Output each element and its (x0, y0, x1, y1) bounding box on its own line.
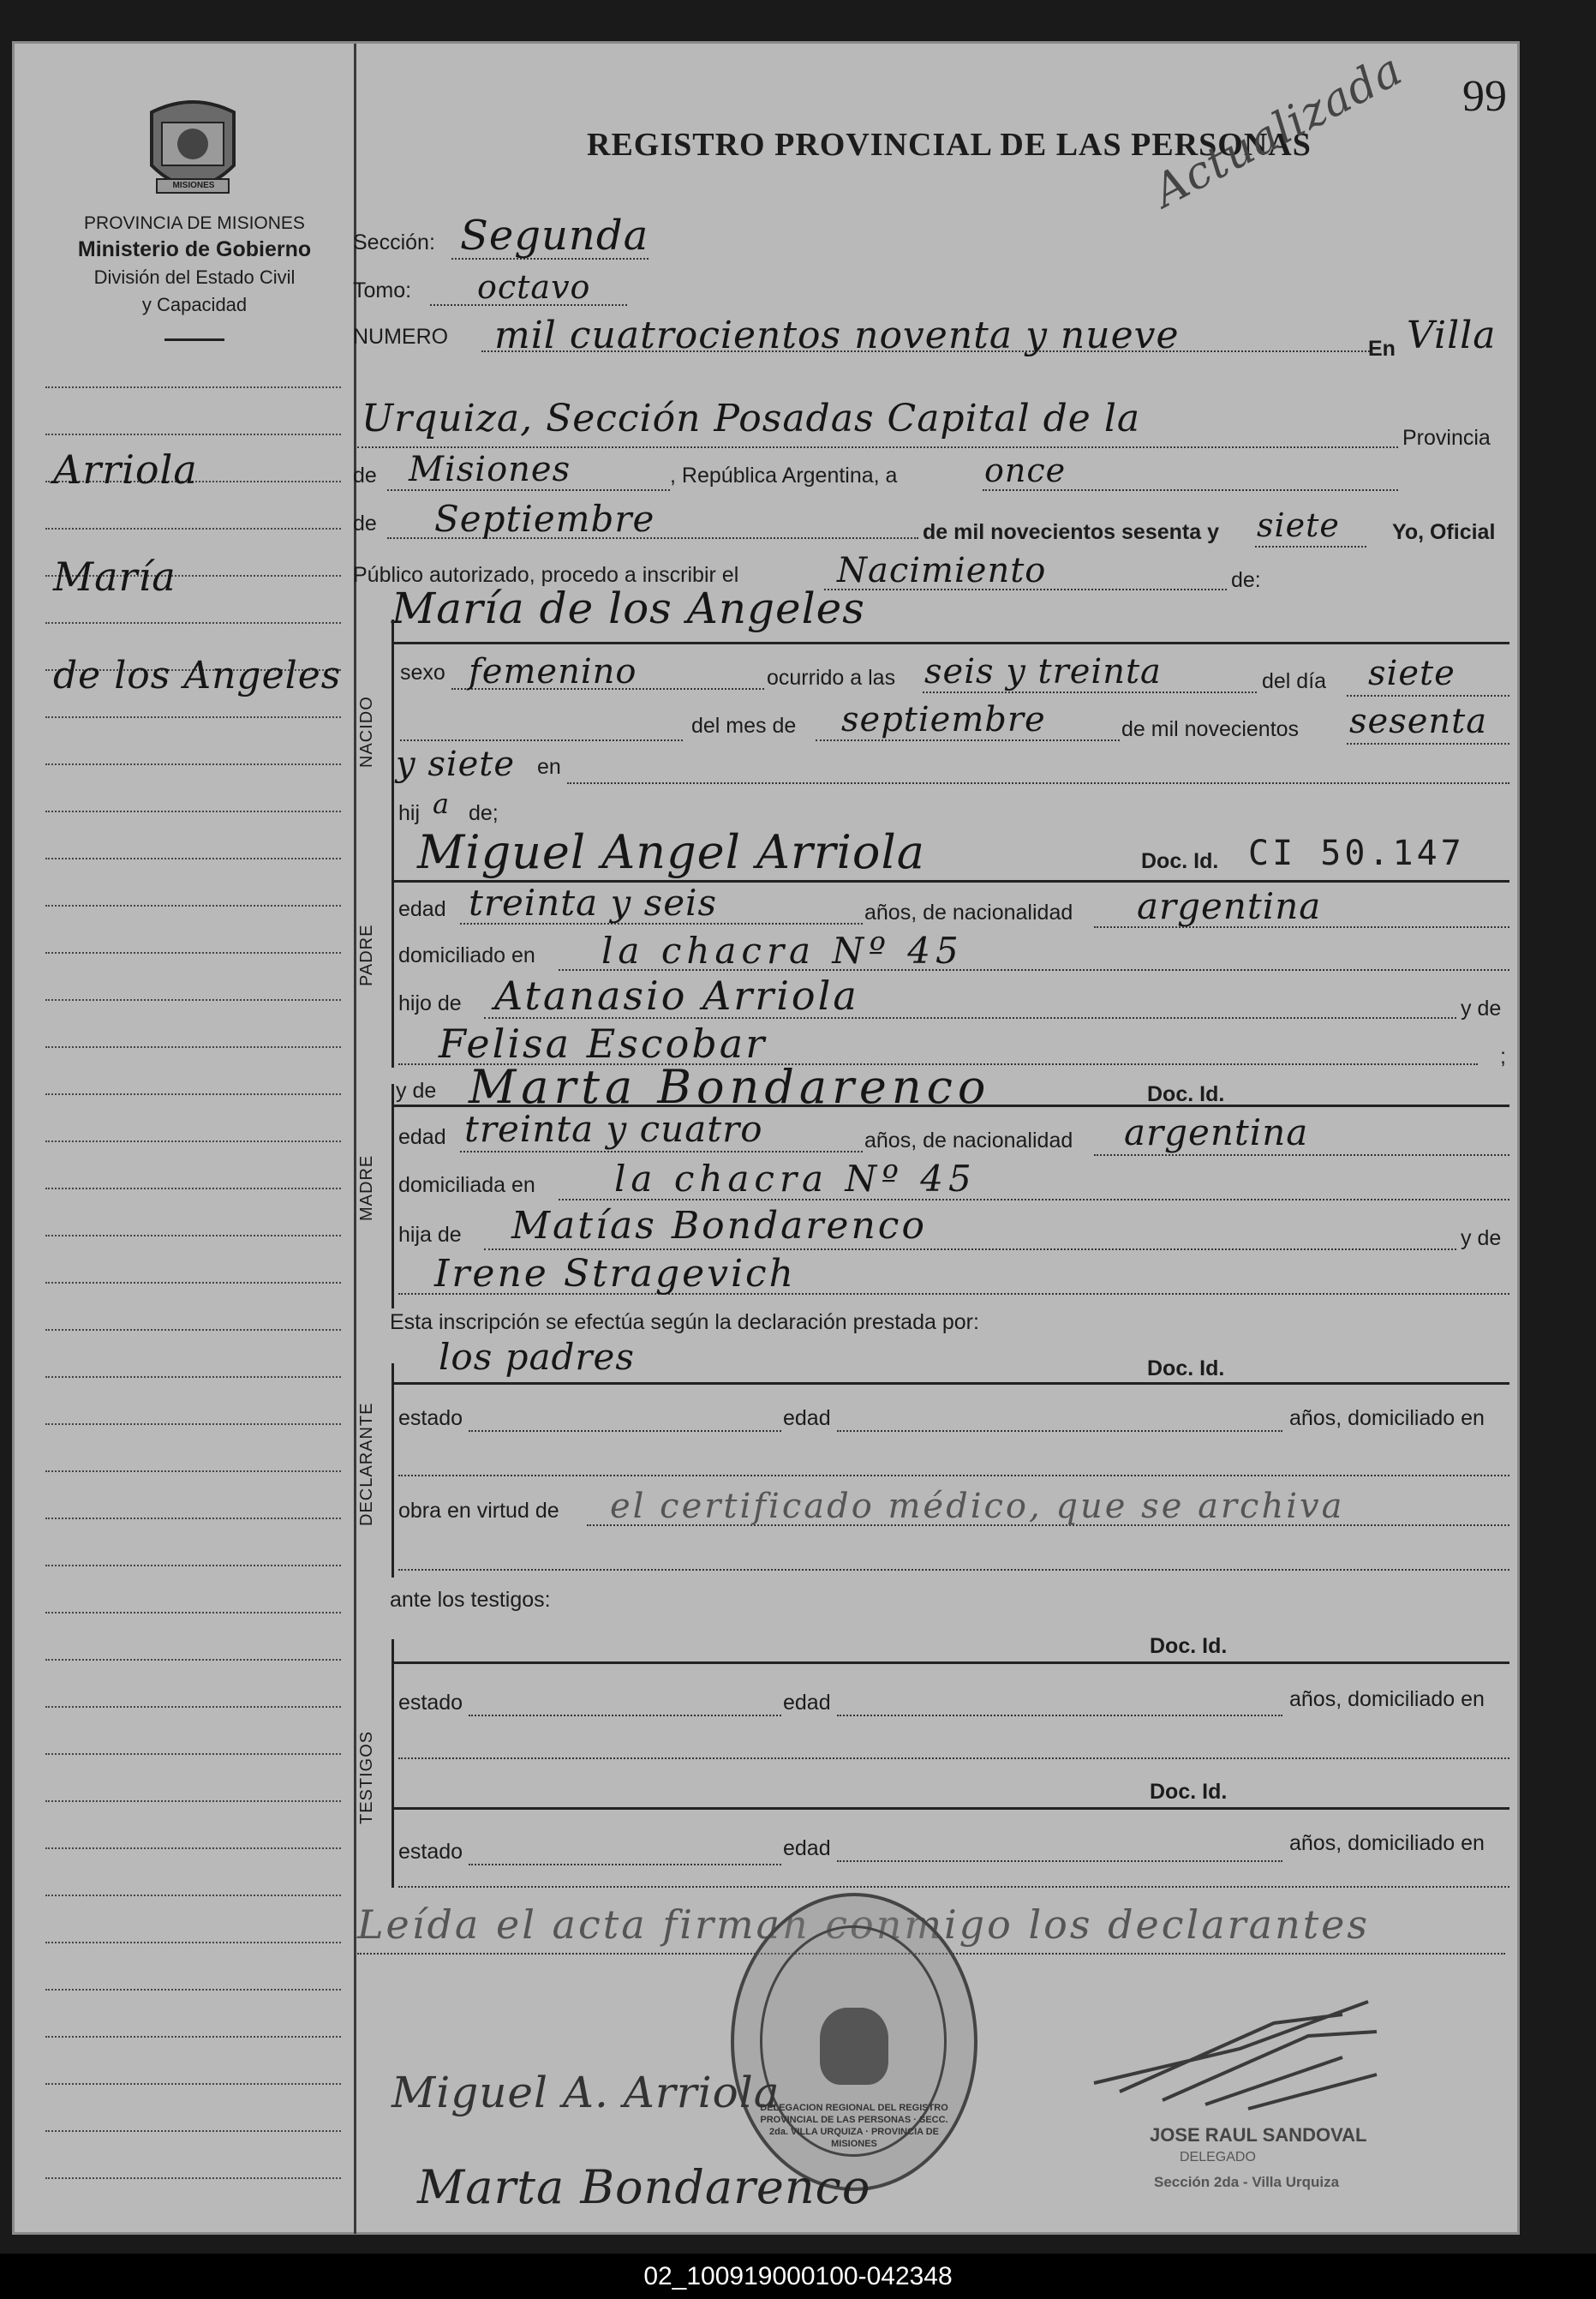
label-hijo-de: hijo de (398, 991, 462, 1015)
value-madre-madre: Irene Stragevich (434, 1252, 797, 1296)
margin-ruled-line (45, 1423, 341, 1425)
value-madre-nombre: Marta Bondarenco (469, 1060, 991, 1114)
line-anio-nac (1347, 743, 1509, 745)
line-blank-1 (400, 739, 683, 741)
margin-ruled-line (45, 1518, 341, 1519)
image-id-footer: 02_100919000100-042348 (0, 2254, 1596, 2299)
margin-ruled-line (45, 1706, 341, 1708)
margin-ruled-line (45, 1895, 341, 1896)
value-padre-dom: la chacra Nº 45 (601, 930, 964, 972)
value-padre-nac: argentina (1137, 885, 1322, 927)
line-madre-padre (484, 1248, 1456, 1250)
margin-ruled-line (45, 1282, 341, 1284)
label-madre-edad: edad (398, 1125, 446, 1149)
line-provincia (387, 489, 670, 491)
margin-ruled-line (45, 1847, 341, 1849)
margin-ruled-line (45, 1376, 341, 1378)
label-de-mil-2: de mil novecientos (1121, 717, 1300, 741)
value-nombre: María de los Angeles (392, 584, 865, 633)
page-number: 99 (1462, 72, 1507, 121)
value-padre-padre: Atanasio Arriola (494, 973, 859, 1019)
margin-given-name-2: de los Angeles (53, 654, 342, 697)
agency-division-2: y Capacidad (141, 294, 248, 315)
margin-ruled-line (45, 1659, 341, 1661)
value-lugar-2: Urquiza, Sección Posadas Capital de la (362, 397, 1141, 440)
label-seccion: Sección: (353, 230, 435, 254)
line-lugar (357, 446, 1398, 448)
line-testigo1 (392, 1661, 1509, 1664)
label-padre-edad: edad (398, 897, 446, 921)
label-padre-nac: años, de nacionalidad (864, 901, 1073, 925)
line-anio (1255, 546, 1366, 548)
value-anio: siete (1257, 506, 1340, 544)
line-madre-edad (460, 1151, 863, 1152)
value-leida: Leída el acta firman conmigo los declarantes (357, 1901, 1371, 1948)
label-en-2: en (537, 755, 561, 779)
value-tomo: octavo (477, 268, 591, 306)
margin-ruled-line (45, 1046, 341, 1048)
bracket-testigos (392, 1639, 394, 1888)
value-madre-nac: argentina (1124, 1111, 1309, 1153)
label-declarante-doc: Doc. Id. (1147, 1356, 1225, 1380)
label-madre-nac: años, de nacionalidad (864, 1129, 1073, 1152)
margin-ruled-line (45, 716, 341, 718)
value-anio-nac-2: y siete (396, 745, 516, 784)
label-padre-doc: Doc. Id. (1141, 849, 1219, 873)
label-de-1: de (353, 464, 377, 488)
label-testigo1-doc: Doc. Id. (1150, 1634, 1228, 1658)
line-hora (923, 691, 1257, 693)
label-en: En (1368, 337, 1396, 361)
value-dia-nac: siete (1368, 654, 1456, 693)
margin-ruled-line (45, 1329, 341, 1331)
label-testigo1-edad: edad (783, 1691, 831, 1715)
bracket-nacido (392, 620, 394, 855)
margin-ruled-line (45, 1753, 341, 1755)
margin-ruled-line (45, 1800, 341, 1802)
margin-ruled-line (45, 528, 341, 530)
label-testigo2-doc: Doc. Id. (1150, 1780, 1228, 1804)
label-madre-dom: domiciliada en (398, 1173, 535, 1197)
label-ocurrido: ocurrido a las (767, 666, 896, 690)
line-testigo2-estado (469, 1864, 781, 1865)
line-madre-nombre (392, 1105, 1509, 1107)
value-acto: Nacimiento (837, 551, 1047, 590)
margin-surname: Arriola (53, 446, 198, 493)
margin-ruled-line (45, 1942, 341, 1943)
label-sexo: sexo (400, 661, 445, 685)
margin-ruled-line (45, 1188, 341, 1189)
section-padre: PADRE (357, 924, 376, 986)
margin-ruled-line (45, 1989, 341, 1991)
label-yo-oficial: Yo, Oficial (1392, 520, 1496, 544)
line-testigo2-edad (837, 1860, 1282, 1862)
margin-ruled-line (45, 1141, 341, 1142)
label-numero: NUMERO (353, 325, 449, 349)
line-madre-nac (1094, 1154, 1509, 1156)
value-mes-nac: septiembre (841, 700, 1046, 739)
value-padre-madre: Felisa Escobar (439, 1021, 768, 1067)
value-anio-nac: sesenta (1349, 702, 1488, 741)
label-inscripcion: Esta inscripción se efectúa según la declaración prestada por: (390, 1310, 979, 1334)
line-obra-2 (398, 1569, 1509, 1571)
agency-rule (164, 338, 224, 341)
label-ante: ante los testigos: (390, 1588, 551, 1612)
label-testigo2-dom: años, domiciliado en (1289, 1831, 1485, 1855)
value-seccion: Segunda (460, 212, 649, 260)
margin-given-name-1: María (53, 554, 176, 600)
label-hija-de: hija de (398, 1223, 462, 1247)
value-madre-edad: treinta y cuatro (464, 1108, 763, 1150)
seal-text: DELEGACION REGIONAL DEL REGISTRO PROVINCIAL DE LAS PERSONAS · SECC. 2da. VILLA URQUIZA · PROVINCIA DE MISIONES (760, 2103, 948, 2149)
label-publico: Público autorizado, procedo a inscribir el (353, 563, 739, 587)
label-declarante-estado: estado (398, 1406, 463, 1430)
label-y-de-1: y de (1461, 997, 1502, 1021)
line-testigo2-dom (398, 1886, 1509, 1888)
label-del-dia: del día (1262, 669, 1327, 693)
margin-ruled-line (45, 1612, 341, 1613)
margin-ruled-line (45, 2177, 341, 2179)
margin-ruled-line (45, 999, 341, 1001)
label-testigo2-estado: estado (398, 1840, 463, 1864)
label-de-colon: de: (1231, 568, 1261, 592)
seal-label: MISIONES (172, 181, 215, 190)
section-declarante: DECLARANTE (357, 1402, 376, 1526)
value-lugar-1: Villa (1407, 314, 1497, 357)
label-padre-dom: domiciliado en (398, 943, 535, 967)
label-testigo1-dom: años, domiciliado en (1289, 1687, 1485, 1711)
agency-division: División del Estado Civil (93, 266, 296, 288)
label-provincia: Provincia (1402, 426, 1491, 450)
margin-ruled-line (45, 386, 341, 388)
agency-province: PROVINCIA DE MISIONES (84, 213, 305, 233)
margin-ruled-line (45, 811, 341, 812)
line-testigo2 (392, 1807, 1509, 1810)
section-madre: MADRE (357, 1154, 376, 1221)
value-mes: Septiembre (434, 498, 655, 540)
label-de-semicolon: de; (469, 801, 499, 825)
label-obra: obra en virtud de (398, 1499, 559, 1523)
label-madre-doc: Doc. Id. (1147, 1082, 1225, 1106)
margin-ruled-line (45, 2036, 341, 2038)
line-declarante-dom (398, 1475, 1509, 1476)
agency-ministry: Ministerio de Gobierno (77, 237, 312, 261)
margin-ruled-line (45, 622, 341, 624)
section-testigos: TESTIGOS (357, 1730, 376, 1824)
margin-ruled-line (45, 858, 341, 859)
label-declarante-edad: edad (783, 1406, 831, 1430)
label-testigo1-estado: estado (398, 1691, 463, 1715)
line-testigo1-estado (469, 1715, 781, 1716)
margin-ruled-line (45, 434, 341, 435)
margin-ruled-line (45, 2083, 341, 2085)
value-padre-nombre: Miguel Angel Arriola (417, 825, 925, 879)
misiones-seal-icon (145, 97, 241, 207)
bracket-madre (392, 1084, 394, 1308)
value-madre-dom: la chacra Nº 45 (614, 1158, 977, 1200)
officer-title: DELEGADO (1180, 2150, 1256, 2164)
line-dia-nac (1347, 695, 1509, 697)
value-provincia: Misiones (409, 450, 571, 489)
officer-signature-scribble (1085, 1989, 1428, 2117)
label-madre-y-de: y de (396, 1079, 437, 1103)
label-y-de-2: y de (1461, 1226, 1502, 1250)
value-padre-doc: CI 50.147 (1248, 834, 1465, 873)
line-testigo1-dom (398, 1757, 1509, 1759)
value-declarante: los padres (439, 1336, 635, 1378)
line-declarante (392, 1382, 1509, 1385)
signature-madre: Marta Bondarenco (417, 2160, 871, 2214)
label-declarante-dom: años, domiciliado en (1289, 1406, 1485, 1430)
line-mes-nac (816, 739, 1120, 741)
margin-ruled-line (45, 905, 341, 907)
line-dia (983, 489, 1398, 491)
round-seal-stamp (731, 1893, 977, 2191)
label-tomo: Tomo: (353, 278, 412, 302)
value-hora: seis y treinta (924, 652, 1162, 691)
officer-name: JOSE RAUL SANDOVAL (1150, 2124, 1367, 2146)
margin-ruled-line (45, 1093, 341, 1095)
bracket-declarante (392, 1363, 394, 1578)
value-dia: once (984, 452, 1067, 489)
line-lugar-nac (567, 782, 1509, 784)
label-de-2: de (353, 512, 377, 536)
margin-ruled-line (45, 952, 341, 954)
left-margin-column (15, 44, 356, 2234)
value-obra: el certificado médico, que se archiva (610, 1487, 1345, 1526)
margin-ruled-line (45, 1235, 341, 1236)
register-page (12, 41, 1520, 2235)
label-testigo2-edad: edad (783, 1836, 831, 1860)
value-numero: mil cuatrocientos noventa y nueve (494, 314, 1180, 357)
label-del-mes: del mes de (691, 714, 797, 738)
signature-padre: Miguel A. Arriola (392, 2068, 780, 2117)
bracket-padre (392, 849, 394, 1068)
value-sexo: femenino (469, 652, 637, 691)
label-republica: , República Argentina, a (670, 464, 898, 488)
margin-note-actualizada: Actualizada (1145, 44, 1411, 218)
line-declarante-edad (837, 1430, 1282, 1432)
officer-section: Sección 2da - Villa Urquiza (1154, 2174, 1340, 2190)
value-madre-padre: Matías Bondarenco (511, 1204, 927, 1248)
line-nombre (392, 642, 1509, 644)
label-de-mil: de mil novecientos sesenta y (923, 520, 1219, 544)
value-padre-edad: treinta y seis (469, 882, 718, 924)
value-hij-suffix: a (433, 787, 451, 820)
margin-ruled-line (45, 763, 341, 765)
seal-portrait-icon (820, 2008, 888, 2085)
line-declarante-estado (469, 1430, 781, 1432)
margin-ruled-line (45, 1565, 341, 1566)
document-title: REGISTRO PROVINCIAL DE LAS PERSONAS (587, 127, 1312, 163)
label-semicolon: ; (1500, 1045, 1506, 1069)
label-hij: hij (398, 801, 421, 825)
line-testigo1-edad (837, 1715, 1282, 1716)
margin-ruled-line (45, 1470, 341, 1472)
section-nacido: NACIDO (357, 696, 376, 768)
margin-ruled-line (45, 2130, 341, 2132)
